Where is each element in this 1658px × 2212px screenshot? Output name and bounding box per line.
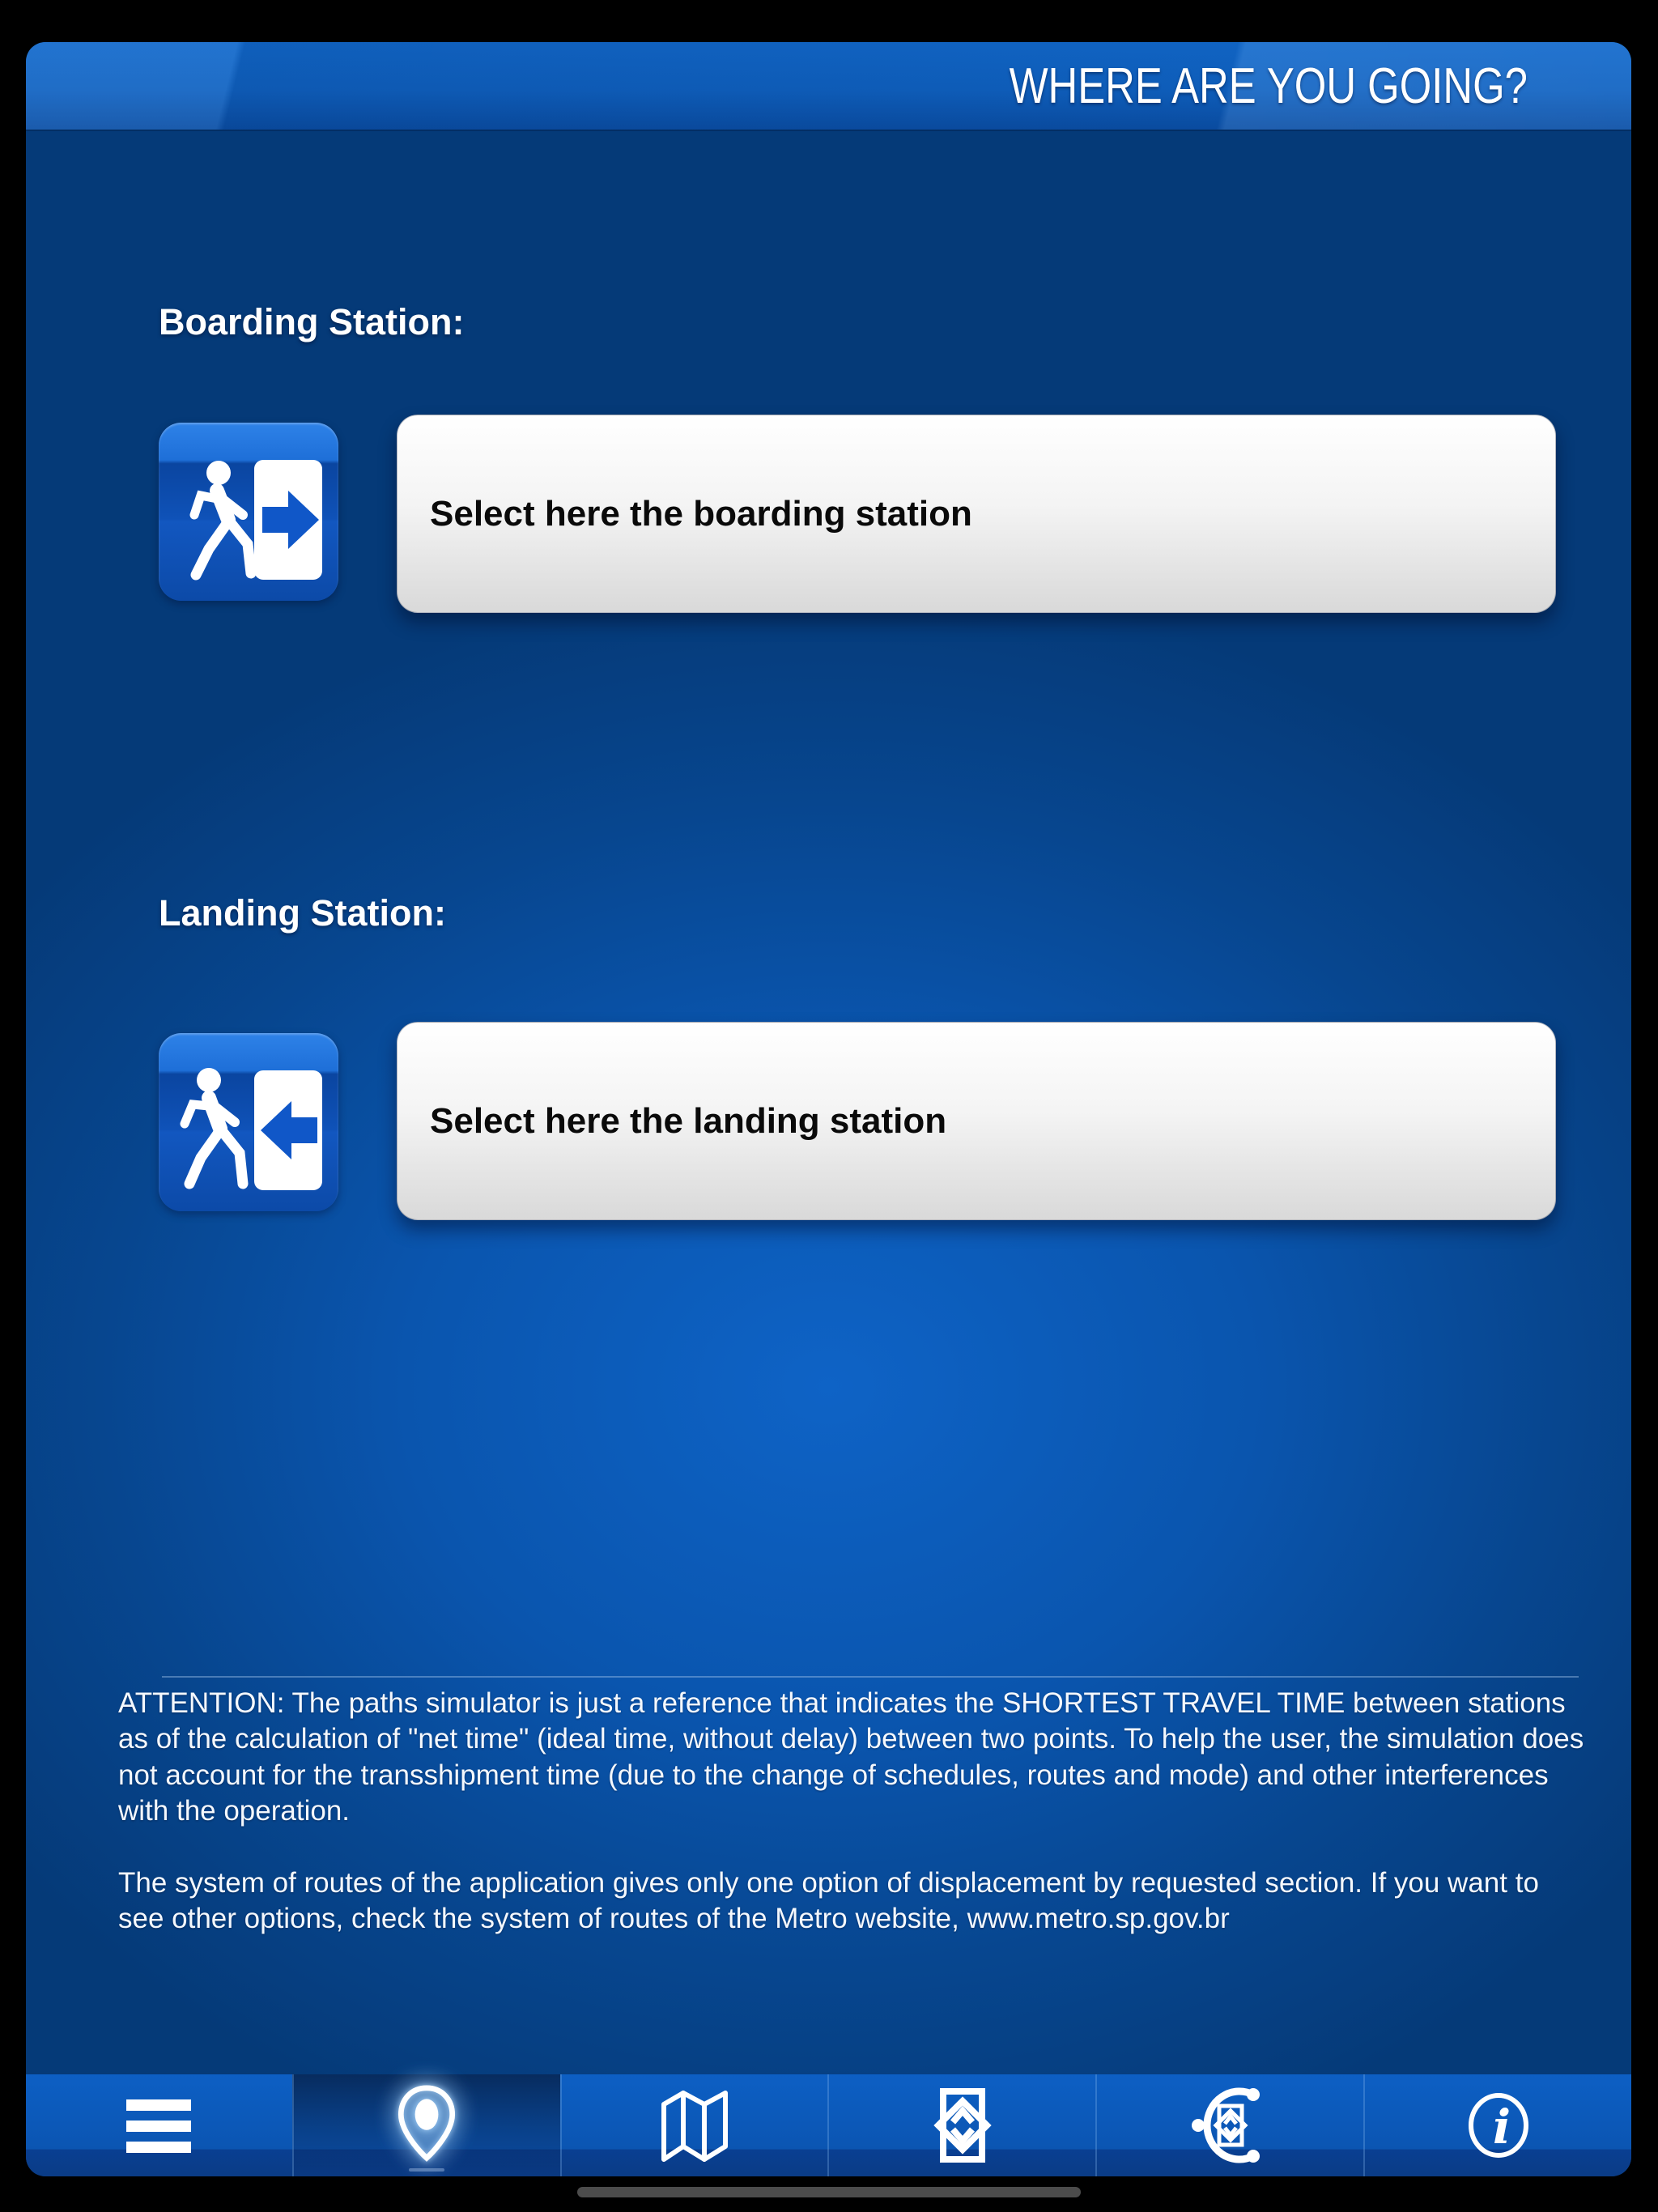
tab-where-are-you-going[interactable]: [292, 2074, 560, 2176]
app-window: [26, 42, 1631, 2176]
boarding-select-label: Select here the boarding station: [430, 493, 972, 534]
location-pin-icon: [388, 2083, 466, 2167]
tab-metro-lines[interactable]: [827, 2074, 1095, 2176]
tab-info[interactable]: [1363, 2074, 1631, 2176]
page-title: WHERE ARE YOU GOING?: [1009, 57, 1528, 114]
tab-metro-network[interactable]: [1095, 2074, 1363, 2176]
notice-divider: [162, 1676, 1579, 1678]
svg-text:i: i: [1492, 2099, 1511, 2155]
boarding-walker-door-right-arrow-icon: [159, 423, 338, 601]
pin-reflection: [409, 2168, 444, 2172]
boarding-station-select-button[interactable]: [397, 415, 1556, 613]
landing-station-label: Landing Station:: [159, 892, 446, 934]
tab-bar: [26, 2074, 1631, 2176]
notice-paragraph-2: The system of routes of the application gives only one option of displacement by requested section. If you want to see other options, check the system of routes of the Metro website, www.metro.sp.gov.br: [118, 1866, 1539, 1935]
header-bar: [26, 42, 1631, 130]
map-icon: [653, 2083, 737, 2167]
landing-icon-art: [159, 1033, 338, 1211]
landing-select-label: Select here the landing station: [430, 1100, 947, 1141]
landing-station-select-button[interactable]: [397, 1022, 1556, 1220]
boarding-station-label: Boarding Station:: [159, 301, 465, 342]
boarding-icon-art: [159, 423, 338, 601]
metro-circulation-icon: [1188, 2083, 1273, 2167]
tab-menu[interactable]: [26, 2074, 292, 2176]
notice-text: [118, 1686, 1588, 1973]
tab-map[interactable]: [560, 2074, 828, 2176]
home-indicator[interactable]: [577, 2187, 1081, 2197]
info-icon: [1458, 2085, 1539, 2166]
menu-icon: [118, 2085, 199, 2166]
metro-logo-icon: [922, 2083, 1003, 2167]
landing-walker-door-left-arrow-icon: [159, 1033, 338, 1211]
notice-paragraph-1: ATTENTION: The paths simulator is just a reference that indicates the SHORTEST TRAVEL TIME between stations as of the calculation of "net time" (ideal time, without delay) between two points. To help the user, the simulation does not account for the transshipment time (due to the change of schedules, routes and mode) and other interferences with the operation.: [118, 1687, 1584, 1827]
